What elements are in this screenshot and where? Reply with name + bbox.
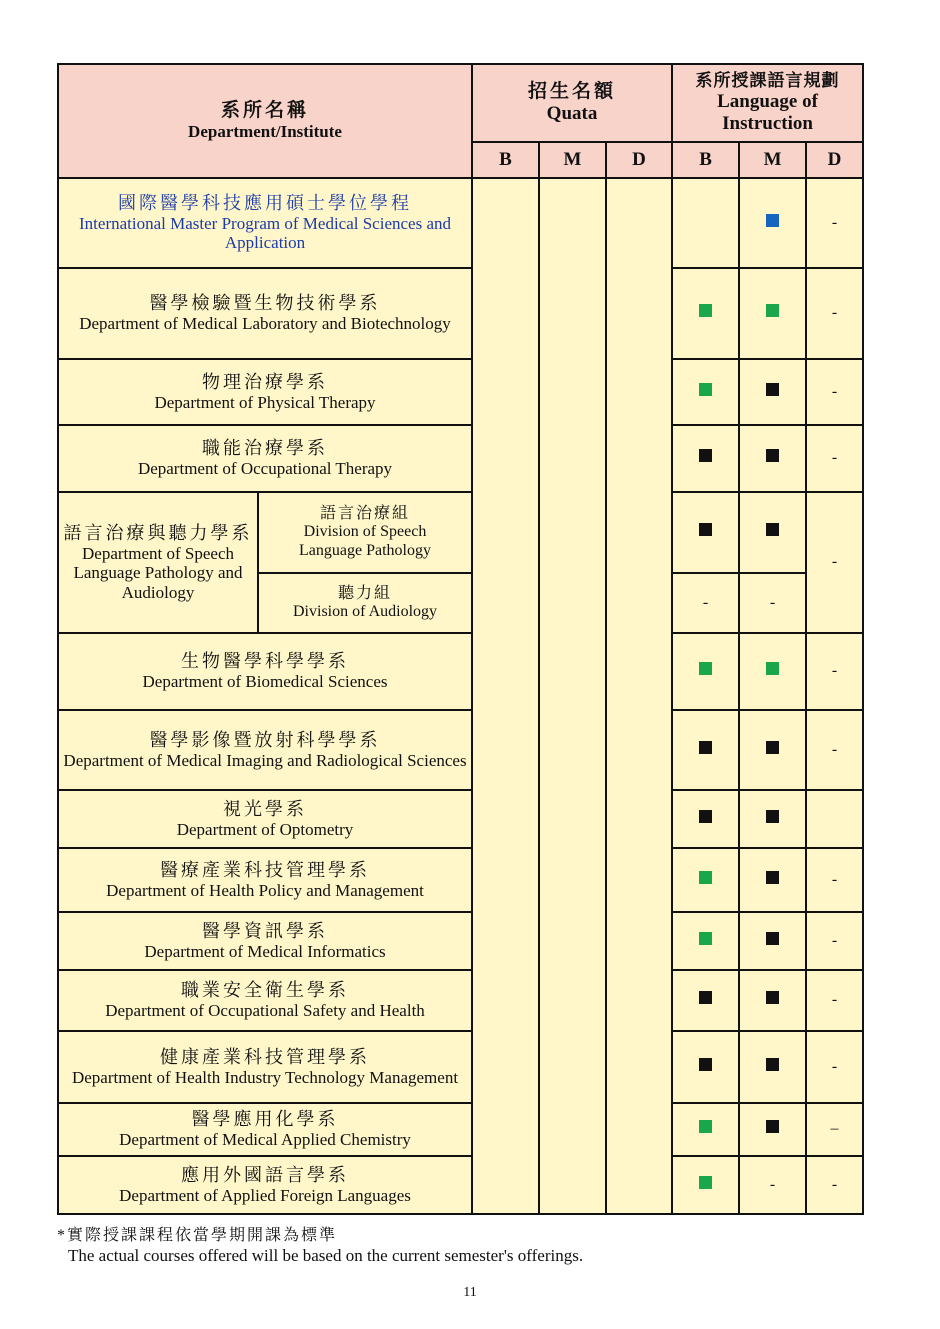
green-square-icon [699, 871, 712, 884]
header-quota-d: D [606, 142, 672, 178]
department-language-table [57, 63, 864, 1215]
language-m-cell [739, 359, 806, 425]
division-name-cell [258, 573, 472, 633]
header-language [672, 64, 863, 142]
department-name-en: Department of Medical Laboratory and Biotechnology [79, 314, 451, 334]
green-square-icon [699, 1176, 712, 1189]
department-name-zh: 醫學資訊學系 [202, 920, 328, 941]
language-d-cell [806, 1031, 863, 1103]
department-name-cell [58, 790, 472, 848]
language-b-cell [672, 970, 739, 1031]
language-m-cell [739, 970, 806, 1031]
division-name-cell [258, 492, 472, 573]
green-square-icon [699, 383, 712, 396]
header-language-m: M [739, 142, 806, 178]
black-square-icon [766, 1120, 779, 1133]
footnote-en: The actual courses offered will be based on the current semester's offerings. [68, 1246, 584, 1265]
department-name-cell [58, 1156, 472, 1214]
table-row [58, 848, 863, 912]
language-d-cell [806, 492, 863, 633]
language-b-cell [672, 178, 739, 268]
dash-mark: - [831, 870, 838, 888]
header-language-en: Language of Instruction [717, 90, 818, 134]
black-square-icon [699, 991, 712, 1004]
language-d-cell [806, 970, 863, 1031]
language-m-cell [739, 633, 806, 710]
header-quota-zh: 招生名額 [528, 81, 617, 103]
black-square-icon [766, 932, 779, 945]
language-m-cell [739, 178, 806, 268]
black-square-icon [699, 810, 712, 823]
black-square-icon [699, 1058, 712, 1071]
language-m-cell [739, 848, 806, 912]
dash-mark: - [769, 1175, 776, 1193]
table-row [58, 359, 863, 425]
department-name-zh: 醫療產業科技管理學系 [160, 859, 370, 880]
black-square-icon [766, 871, 779, 884]
table-row [58, 633, 863, 710]
dash-mark: - [831, 449, 838, 467]
dash-mark: - [702, 593, 709, 611]
language-b-cell [672, 790, 739, 848]
dash-mark: - [831, 553, 838, 571]
department-name-zh: 醫學檢驗暨生物技術學系 [149, 293, 381, 314]
department-name-en: Department of Medical Imaging and Radiological Sciences [63, 750, 467, 770]
language-d-cell [806, 425, 863, 492]
language-d-cell [806, 848, 863, 912]
header-department-en: Department/Institute [188, 122, 342, 142]
dash-mark: - [831, 740, 838, 758]
language-m-cell [739, 1031, 806, 1103]
table-row [58, 425, 863, 492]
header-quota-b: B [472, 142, 539, 178]
table-row [58, 1156, 863, 1214]
department-name-zh: 國際醫學科技應用碩士學位學程 [118, 193, 412, 214]
division-name-en: Division of Speech Language Pathology [299, 523, 431, 559]
department-name-cell [58, 710, 472, 790]
header-language-d: D [806, 142, 863, 178]
dash-mark: - [831, 1175, 838, 1193]
department-name-zh: 生物醫學科學學系 [181, 651, 349, 672]
table-row [58, 268, 863, 359]
table-row [58, 912, 863, 970]
language-m-cell [739, 425, 806, 492]
header-department-zh: 系所名稱 [221, 100, 310, 122]
department-name-cell [58, 1031, 472, 1103]
dash-mark: - [831, 991, 838, 1009]
department-name-en: Department of Occupational Safety and Health [105, 1001, 425, 1021]
black-square-icon [766, 383, 779, 396]
green-square-icon [766, 304, 779, 317]
green-square-icon [699, 662, 712, 675]
table-row [58, 1103, 863, 1156]
department-name-zh: 醫學應用化學系 [191, 1109, 339, 1130]
language-b-cell [672, 1031, 739, 1103]
language-b-cell [672, 848, 739, 912]
department-name-zh: 健康產業科技管理學系 [160, 1046, 370, 1067]
department-name-en: Department of Occupational Therapy [137, 459, 393, 479]
table-row [58, 710, 863, 790]
department-name-cell [58, 1103, 472, 1156]
department-name-cell [58, 633, 472, 710]
language-m-cell [739, 912, 806, 970]
dash-mark: - [831, 213, 838, 231]
division-name-zh: 聽力組 [338, 584, 393, 602]
black-square-icon [766, 449, 779, 462]
header-quota-en: Quata [546, 103, 598, 124]
dash-mark: – [830, 1120, 839, 1138]
language-m-cell [739, 1156, 806, 1214]
department-name-cell [58, 425, 472, 492]
department-name-zh: 視光學系 [223, 798, 307, 819]
table-row [58, 790, 863, 848]
department-name-en: Department of Optometry [176, 819, 354, 839]
department-name-en: Department of Speech Language Pathology and Audiology [73, 543, 243, 602]
department-name-en: Department of Medical Applied Chemistry [119, 1130, 411, 1150]
language-b-cell [672, 1103, 739, 1156]
green-square-icon [699, 304, 712, 317]
department-name-en: Department of Medical Informatics [144, 941, 386, 961]
language-m-cell [739, 1103, 806, 1156]
language-b-cell [672, 359, 739, 425]
dash-mark: - [831, 931, 838, 949]
department-name-cell [58, 359, 472, 425]
green-square-icon [699, 932, 712, 945]
department-name-zh: 語言治療與聽力學系 [63, 522, 253, 543]
header-quota-m: M [539, 142, 606, 178]
department-name-en: Department of Biomedical Sciences [142, 672, 388, 692]
language-d-cell [806, 268, 863, 359]
department-name-cell [58, 268, 472, 359]
header-department [58, 64, 472, 178]
black-square-icon [699, 523, 712, 536]
table-row [58, 178, 863, 268]
department-name-zh: 物理治療學系 [202, 371, 328, 392]
language-m-cell [739, 573, 806, 633]
department-name-zh: 應用外國語言學系 [181, 1164, 349, 1185]
dash-mark: - [831, 662, 838, 680]
language-d-cell [806, 359, 863, 425]
black-square-icon [766, 1058, 779, 1071]
black-square-icon [766, 810, 779, 823]
black-square-icon [766, 523, 779, 536]
language-d-cell [806, 1156, 863, 1214]
dash-mark: - [831, 1057, 838, 1075]
language-d-cell [806, 178, 863, 268]
division-name-en: Division of Audiology [293, 603, 438, 620]
header-language-b: B [672, 142, 739, 178]
dash-mark: - [769, 593, 776, 611]
language-b-cell [672, 268, 739, 359]
green-square-icon [766, 662, 779, 675]
quota-b-cell [472, 178, 539, 1214]
quota-m-cell [539, 178, 606, 1214]
language-b-cell [672, 1156, 739, 1214]
department-name-zh: 職能治療學系 [202, 438, 328, 459]
black-square-icon [766, 741, 779, 754]
black-square-icon [766, 991, 779, 1004]
department-name-cell [58, 912, 472, 970]
department-name-en: Department of Physical Therapy [154, 392, 376, 412]
green-square-icon [699, 1120, 712, 1133]
department-name-cell [58, 848, 472, 912]
page-number: 11 [463, 1285, 477, 1300]
language-b-cell [672, 710, 739, 790]
department-name-cell [58, 492, 258, 633]
department-name-cell [58, 970, 472, 1031]
header-language-zh: 系所授課語言規劃 [695, 71, 840, 91]
department-name-zh: 醫學影像暨放射科學學系 [149, 729, 381, 750]
language-d-cell [806, 633, 863, 710]
language-m-cell [739, 790, 806, 848]
language-m-cell [739, 492, 806, 573]
language-b-cell [672, 492, 739, 573]
language-b-cell [672, 912, 739, 970]
department-name-en: Department of Health Policy and Management [106, 880, 424, 900]
footnote-zh: *實際授課課程依當學期開課為標準 [57, 1227, 338, 1244]
language-b-cell [672, 425, 739, 492]
department-name-en: Department of Applied Foreign Languages [119, 1185, 411, 1205]
dash-mark: - [831, 382, 838, 400]
table-row [58, 970, 863, 1031]
department-name-cell [58, 178, 472, 268]
header-quota [472, 64, 672, 142]
language-m-cell [739, 710, 806, 790]
department-name-en: Department of Health Industry Technology Management [71, 1067, 459, 1087]
department-name-zh: 職業安全衛生學系 [181, 980, 349, 1001]
table-row [58, 1031, 863, 1103]
black-square-icon [699, 741, 712, 754]
dash-mark: - [831, 304, 838, 322]
black-square-icon [699, 449, 712, 462]
language-d-cell [806, 912, 863, 970]
language-b-cell [672, 633, 739, 710]
table-row [58, 492, 863, 573]
department-name-en: International Master Program of Medical Sciences and Application [79, 213, 451, 253]
language-d-cell [806, 1103, 863, 1156]
language-m-cell [739, 268, 806, 359]
blue-square-icon [766, 214, 779, 227]
quota-d-cell [606, 178, 672, 1214]
division-name-zh: 語言治療組 [320, 504, 411, 522]
language-b-cell [672, 573, 739, 633]
language-d-cell [806, 790, 863, 848]
language-d-cell [806, 710, 863, 790]
